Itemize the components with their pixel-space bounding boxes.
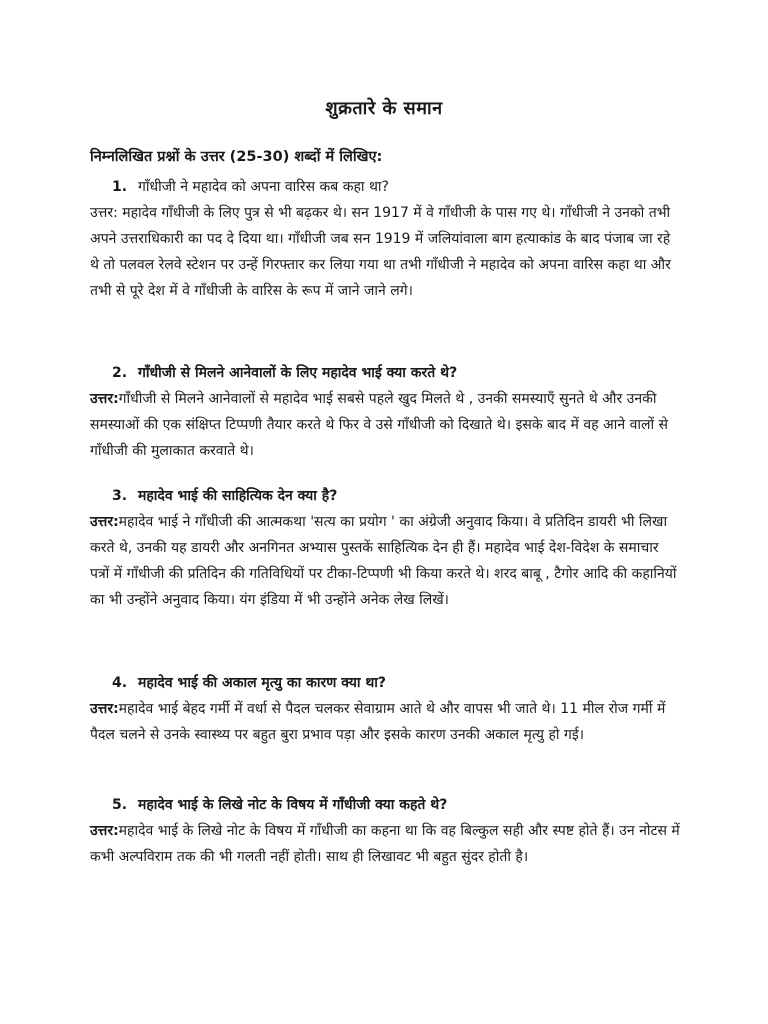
answer-label: उत्तर: (90, 205, 118, 221)
answer-text: महादेव भाई बेहद गर्मी में वर्धा से पैदल चलकर सेवाग्राम आते थे और वापस भी जाते थे। 11 मील रोज गर्मी में पैदल चलने से उनके स्वास्थ्य पर बहुत बुरा प्रभाव पड़ा और इसके कारण उनकी अकाल मृत्यु हो गई। (90, 701, 666, 743)
answer-5 (90, 818, 680, 870)
question-text: महादेव भाई की साहित्यिक देन क्या है? (138, 488, 338, 504)
answer-label: उत्तर: (90, 391, 119, 407)
answer-label: उत्तर: (90, 701, 119, 717)
question-2 (90, 360, 680, 386)
answer-label: उत्तर: (90, 823, 119, 839)
answer-text: महादेव भाई के लिखे नोट के विषय में गाँधीजी का कहना था कि वह बिल्कुल सही और स्पष्ट होते हैं। उन नोटस में कभी अल्पविराम तक की भी गलती नहीं होती। साथ ही लिखावट भी बहुत सुंदर होती है। (90, 823, 680, 865)
answer-3 (90, 509, 680, 613)
qa-item-2 (90, 360, 680, 464)
question-number: 5. (112, 797, 128, 813)
qa-item-1 (90, 174, 680, 304)
instruction-heading: निम्नलिखित प्रश्नों के उत्तर (25-30) शब्दों में लिखिए: (90, 149, 383, 165)
question-number: 2. (112, 365, 128, 381)
answer-text: महादेव भाई ने गाँधीजी की आत्मकथा 'सत्य का प्रयोग ' का अंग्रेजी अनुवाद किया। वे प्रतिदिन डायरी भी लिखा करते थे, उनकी यह डायरी और अनगिनत अभ्यास पुस्तकें साहित्यिक देन ही हैं। महादेव भाई देश-विदेश के समाचार पत्रों में गाँधीजी की प्रतिदिन की गतिविधियों पर टीका-टिप्पणी भी किया करते थे। शरद बाबू , टैगोर आदि की कहानियों का भी उन्होंने अनुवाद किया। यंग इंडिया में भी उन्होंने अनेक लेख लिखें। (90, 514, 677, 608)
page-title: शुक्रतारे के समान (325, 98, 443, 119)
qa-item-4 (90, 670, 680, 748)
question-text: महादेव भाई की अकाल मृत्यु का कारण क्या था? (138, 675, 387, 691)
answer-text: गाँधीजी से मिलने आनेवालों से महादेव भाई सबसे पहले खुद मिलते थे , उनकी समस्याएँ सुनते थे और उनकी समस्याओं की एक संक्षिप्त टिप्पणी तैयार करते थे फिर वे उसे गाँधीजी को दिखाते थे। इसके बाद में वह आने वालों से गाँधीजी की मुलाकात करवाते थे। (90, 391, 669, 459)
question-text: गाँधीजी से मिलने आनेवालों के लिए महादेव भाई क्या करते थे? (138, 365, 458, 381)
qa-item-5 (90, 792, 680, 870)
answer-2 (90, 386, 680, 464)
question-5 (90, 792, 680, 818)
question-text: महादेव भाई के लिखे नोट के विषय में गाँधीजी क्या कहते थे? (138, 797, 448, 813)
question-number: 1. (112, 179, 128, 195)
question-number: 4. (112, 675, 128, 691)
question-text: गाँधीजी ने महादेव को अपना वारिस कब कहा था? (138, 179, 389, 195)
answer-4 (90, 696, 680, 748)
question-1 (90, 174, 680, 200)
question-number: 3. (112, 488, 128, 504)
question-3 (90, 483, 680, 509)
answer-label: उत्तर: (90, 514, 119, 530)
answer-text: महादेव गाँधीजी के लिए पुत्र से भी बढ़कर थे। सन 1917 में वे गाँधीजी के पास गए थे। गाँधीजी ने उनको तभी अपने उत्तराधिकारी का पद दे दिया था। गाँधीजी जब सन 1919 में जलियांवाला बाग हत्याकांड के बाद पंजाब जा रहे थे तो पलवल रेलवे स्टेशन पर उन्हें गिरफ्तार कर लिया गया था तभी गाँधीजी ने महादेव को अपना वारिस कहा था और तभी से पूरे देश में वे गाँधीजी के वारिस के रूप में जाने जाने लगे। (90, 205, 671, 299)
answer-1 (90, 200, 680, 304)
question-4 (90, 670, 680, 696)
qa-item-3 (90, 483, 680, 613)
